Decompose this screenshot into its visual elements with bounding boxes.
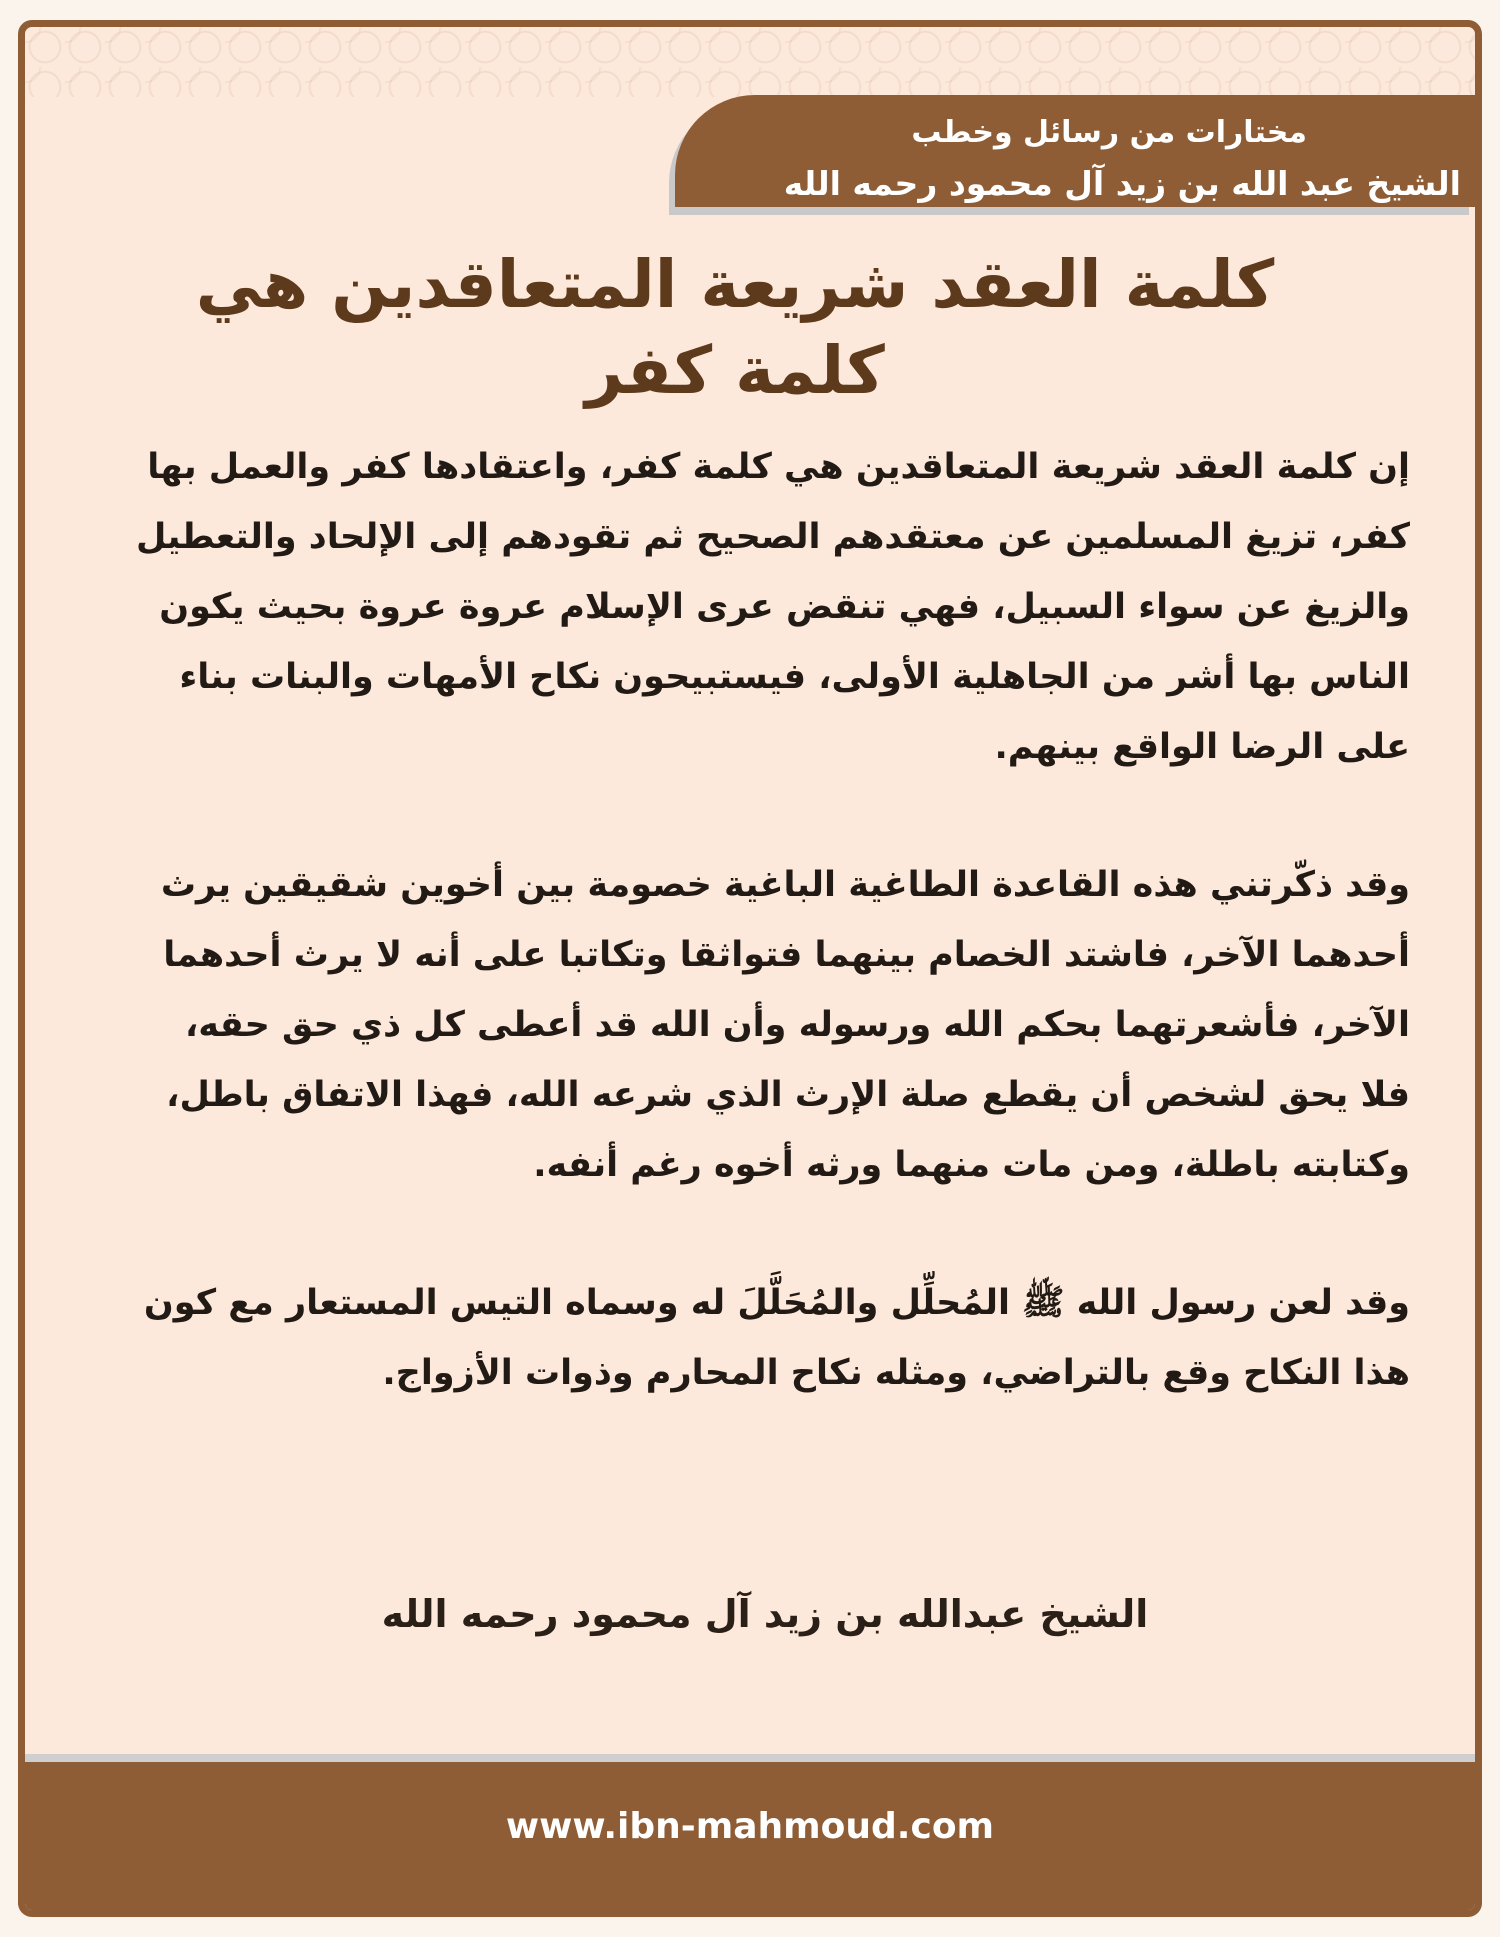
paragraph-2: وقد ذكّرتني هذه القاعدة الطاغية الباغية خصومة بين أخوين شقيقين يرث أحدهما الآخر، فاشتد الخصام بينهما فتواثقا وتكاتبا على أنه لا يرث أحدهما الآخر، فأشعرتهما بحكم الله ورسوله وأن الله قد أعطى كل ذي حق حقه، فلا يحق لشخص أن يقطع صلة الإرث الذي شرعه الله، فهذا الاتفاق باطل، وكتابته باطلة، ومن مات منهما ورثه أخوه رغم أنفه. [160, 865, 1410, 1185]
page-frame [18, 20, 1482, 1917]
author-signature: الشيخ عبدالله بن زيد آل محمود رحمه الله [381, 1592, 1149, 1636]
article-body [135, 432, 1410, 1476]
decorative-pattern [25, 27, 1475, 97]
footer-bar [25, 1754, 1475, 1910]
website-link[interactable]: www.ibn-mahmoud.com [505, 1806, 995, 1847]
header-series-title: مختارات من رسائل وخطب [911, 115, 1307, 150]
header-author-name: الشيخ عبد الله بن زيد آل محمود رحمه الله [783, 164, 1461, 203]
paragraph-1: إن كلمة العقد شريعة المتعاقدين هي كلمة كفر، واعتقادها كفر والعمل بها كفر، تزيغ المسلمين عن معتقدهم الصحيح ثم تقودهم إلى الإلحاد والتعطيل والزيغ عن سواء السبيل، فهي تنقض عرى الإسلام عروة عروة بحيث يكون الناس بها أشر من الجاهلية الأولى، فيستبيحون نكاح الأمهات والبنات بناء على الرضا الواقع بينهم. [136, 447, 1410, 767]
paragraph-3: وقد لعن رسول الله ﷺ المُحلِّل والمُحَلَّلَ له وسماه التيس المستعار مع كون هذا النكاح وقع بالتراضي، ومثله نكاح المحارم وذوات الأزواج. [143, 1283, 1410, 1393]
article-title: كلمة العقد شريعة المتعاقدين هي كلمة كفر [195, 246, 1275, 409]
